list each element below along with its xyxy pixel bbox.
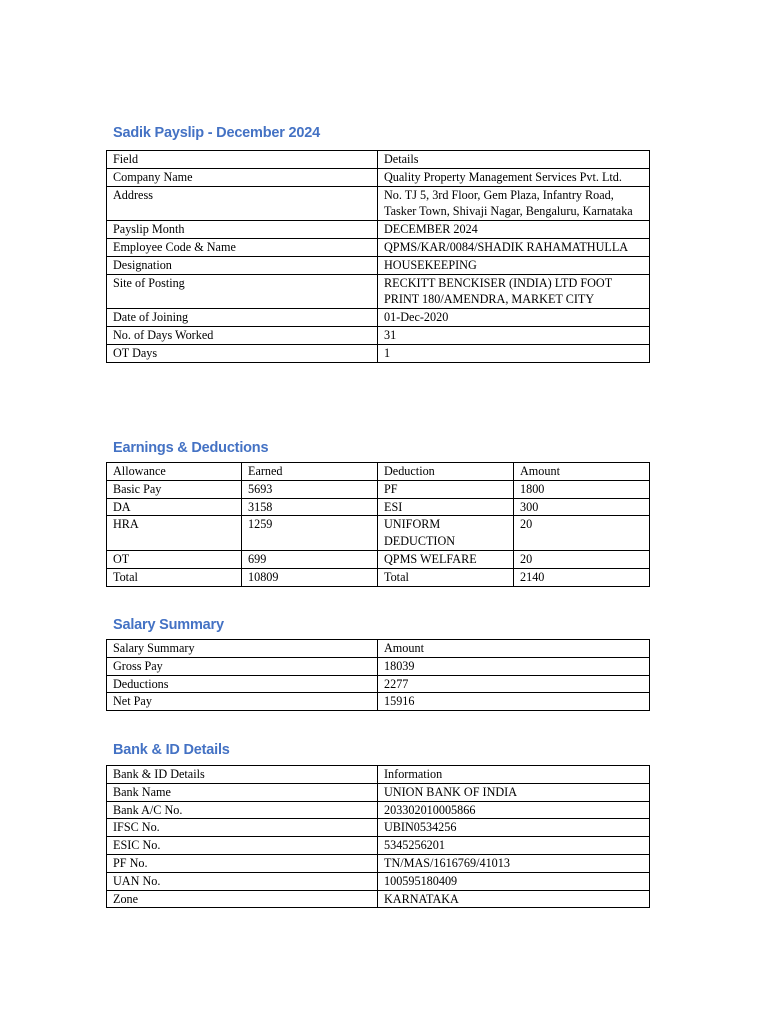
earned-cell: 699: [242, 550, 378, 568]
table-header-row: [107, 151, 650, 169]
payslip-details-table: [106, 150, 650, 363]
field-cell: IFSC No.: [107, 819, 378, 837]
field-cell: Date of Joining: [107, 309, 378, 327]
table-row: [107, 326, 650, 344]
value-cell: RECKITT BENCKISER (INDIA) LTD FOOT PRINT 180/AMENDRA, MARKET CITY: [378, 274, 650, 309]
table-row: [107, 256, 650, 274]
header-cell-field: Field: [107, 151, 378, 169]
header-cell-information: Information: [378, 766, 650, 784]
table-row: [107, 480, 650, 498]
earnings-deductions-table: [106, 462, 650, 587]
salary-summary-table: [106, 639, 650, 711]
totals-row: [107, 568, 650, 586]
header-cell-allowance: Allowance: [107, 463, 242, 481]
table-header-row: [107, 640, 650, 658]
table-row: [107, 801, 650, 819]
value-cell: 5345256201: [378, 837, 650, 855]
payslip-title: Sadik Payslip - December 2024: [113, 125, 320, 141]
header-cell-bank-id: Bank & ID Details: [107, 766, 378, 784]
field-cell: Gross Pay: [107, 657, 378, 675]
field-cell: Address: [107, 186, 378, 221]
table-row: [107, 872, 650, 890]
deduction-cell: QPMS WELFARE: [378, 550, 514, 568]
value-cell: 100595180409: [378, 872, 650, 890]
table-row: [107, 657, 650, 675]
field-cell: Company Name: [107, 168, 378, 186]
table-row: [107, 675, 650, 693]
value-cell: No. TJ 5, 3rd Floor, Gem Plaza, Infantry Road, Tasker Town, Shivaji Nagar, Bengaluru, Karnataka: [378, 186, 650, 221]
allowance-cell: OT: [107, 550, 242, 568]
field-cell: Payslip Month: [107, 221, 378, 239]
value-cell: 18039: [378, 657, 650, 675]
earnings-title: Earnings & Deductions: [113, 440, 269, 456]
table-row: [107, 168, 650, 186]
allowance-cell: DA: [107, 498, 242, 516]
earned-cell: 1259: [242, 516, 378, 551]
header-cell-earned: Earned: [242, 463, 378, 481]
field-cell: Designation: [107, 256, 378, 274]
deduction-cell: ESI: [378, 498, 514, 516]
field-cell: Site of Posting: [107, 274, 378, 309]
value-cell: UBIN0534256: [378, 819, 650, 837]
field-cell: ESIC No.: [107, 837, 378, 855]
table-row: [107, 344, 650, 362]
salary-summary-title: Salary Summary: [113, 617, 224, 633]
value-cell: 31: [378, 326, 650, 344]
value-cell: HOUSEKEEPING: [378, 256, 650, 274]
table-header-row: [107, 463, 650, 481]
table-row: [107, 221, 650, 239]
table-row: [107, 498, 650, 516]
value-cell: 1: [378, 344, 650, 362]
field-cell: PF No.: [107, 854, 378, 872]
earned-cell: 10809: [242, 568, 378, 586]
deduction-cell: UNIFORM DEDUCTION: [378, 516, 514, 551]
field-cell: Net Pay: [107, 693, 378, 711]
header-cell-amount: Amount: [378, 640, 650, 658]
field-cell: Zone: [107, 890, 378, 908]
header-cell-deduction: Deduction: [378, 463, 514, 481]
earned-cell: 3158: [242, 498, 378, 516]
table-row: [107, 238, 650, 256]
amount-cell: 20: [514, 550, 650, 568]
table-row: [107, 274, 650, 309]
table-row: [107, 890, 650, 908]
field-cell: UAN No.: [107, 872, 378, 890]
value-cell: DECEMBER 2024: [378, 221, 650, 239]
amount-cell: 300: [514, 498, 650, 516]
amount-cell: 1800: [514, 480, 650, 498]
value-cell: UNION BANK OF INDIA: [378, 783, 650, 801]
table-row: [107, 186, 650, 221]
amount-cell: 2140: [514, 568, 650, 586]
table-row: [107, 783, 650, 801]
value-cell: KARNATAKA: [378, 890, 650, 908]
header-cell-salary-summary: Salary Summary: [107, 640, 378, 658]
field-cell: No. of Days Worked: [107, 326, 378, 344]
table-row: [107, 309, 650, 327]
bank-details-title: Bank & ID Details: [113, 742, 230, 758]
earned-cell: 5693: [242, 480, 378, 498]
field-cell: Deductions: [107, 675, 378, 693]
table-row: [107, 516, 650, 551]
table-header-row: [107, 766, 650, 784]
bank-id-table: [106, 765, 650, 908]
field-cell: Bank A/C No.: [107, 801, 378, 819]
allowance-cell: HRA: [107, 516, 242, 551]
header-cell-amount: Amount: [514, 463, 650, 481]
value-cell: 203302010005866: [378, 801, 650, 819]
field-cell: Employee Code & Name: [107, 238, 378, 256]
value-cell: TN/MAS/1616769/41013: [378, 854, 650, 872]
value-cell: 2277: [378, 675, 650, 693]
table-row: [107, 837, 650, 855]
deduction-cell: PF: [378, 480, 514, 498]
table-row: [107, 693, 650, 711]
amount-cell: 20: [514, 516, 650, 551]
field-cell: OT Days: [107, 344, 378, 362]
value-cell: QPMS/KAR/0084/SHADIK RAHAMATHULLA: [378, 238, 650, 256]
table-row: [107, 854, 650, 872]
deduction-cell: Total: [378, 568, 514, 586]
value-cell: Quality Property Management Services Pvt. Ltd.: [378, 168, 650, 186]
allowance-cell: Basic Pay: [107, 480, 242, 498]
table-row: [107, 819, 650, 837]
value-cell: 15916: [378, 693, 650, 711]
table-row: [107, 550, 650, 568]
header-cell-details: Details: [378, 151, 650, 169]
allowance-cell: Total: [107, 568, 242, 586]
field-cell: Bank Name: [107, 783, 378, 801]
value-cell: 01-Dec-2020: [378, 309, 650, 327]
